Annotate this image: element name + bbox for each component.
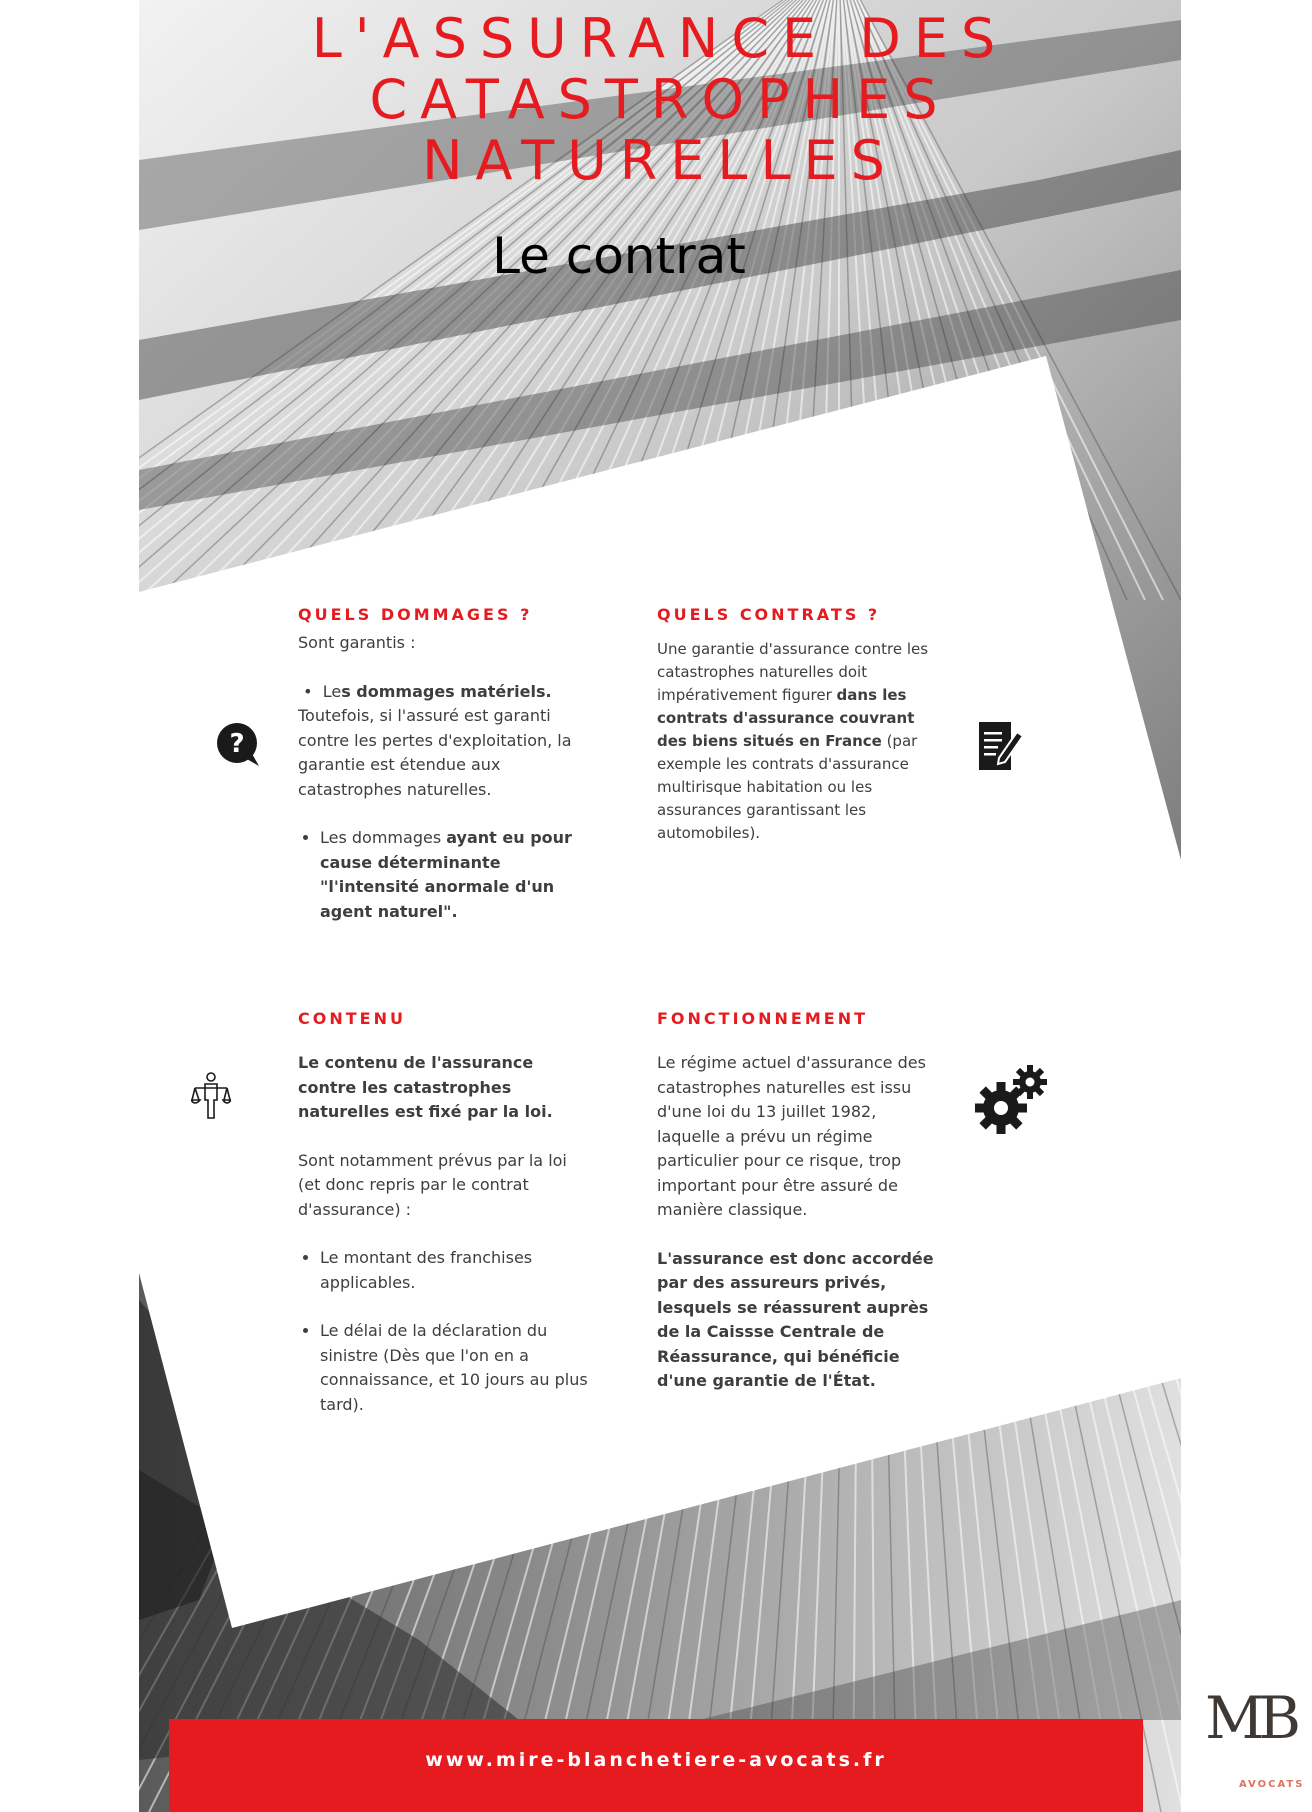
- contrats-text-3: (par exemple les contrats d'assurance multirisque habitation ou les assurances garantissant les automobiles).: [657, 732, 918, 842]
- logo-subtitle: AVOCATS: [1239, 1779, 1305, 1790]
- dommages-intro: Sont garantis :: [298, 633, 416, 652]
- title-line-3: NATURELLES: [422, 129, 898, 192]
- heading-contenu: CONTENU: [298, 1009, 406, 1028]
- heading-contrats: QUELS CONTRATS ?: [657, 605, 881, 624]
- subtitle: Le contrat: [492, 227, 746, 285]
- contenu-bullet-1: • Le montant des franchises applicables.: [320, 1246, 588, 1295]
- contenu-p1: Le contenu de l'assurance contre les catastrophes naturelles est fixé par la loi.: [298, 1053, 553, 1121]
- person-scales-icon: [191, 1072, 231, 1120]
- heading-dommages: QUELS DOMMAGES ?: [298, 605, 533, 624]
- contrats-body: [657, 638, 932, 845]
- contenu-p2: Sont notamment prévus par la loi (et donc repris par le contrat d'assurance) :: [298, 1150, 567, 1219]
- dommages-b1-bold: s dommages matériels.: [341, 681, 552, 701]
- dommages-bullet-2: [320, 826, 588, 924]
- gears-icon: [975, 1062, 1047, 1134]
- main-title: [139, 8, 1181, 191]
- question-bubble-icon: [215, 722, 261, 768]
- fonctionnement-body: [657, 1051, 942, 1394]
- contrats-text-bold: dans les contrats d'assurance couvrant des biens situés en France: [657, 686, 915, 750]
- fonctionnement-p1: Le régime actuel d'assurance des catastrophes naturelles est issu d'une loi du 13 juillet 1982, laquelle a prévu un régime particulier pour ce risque, trop important pour être assuré de manière classique.: [657, 1053, 926, 1219]
- footer-bar: [169, 1719, 1143, 1812]
- logo-mark: MB: [1205, 1684, 1296, 1752]
- dommages-b1-pre: Le: [322, 681, 342, 701]
- svg-text:?: ?: [229, 729, 245, 759]
- document-pen-icon: [977, 718, 1025, 774]
- bullet-dot: •: [298, 681, 323, 701]
- title-line-2: CATASTROPHES: [369, 68, 951, 131]
- fonctionnement-p2: L'assurance est donc accordée par des assureurs privés, lesquels se réassurent auprès de la Caissse Centrale de Réassurance, qui bénéficie d'une garantie de l'État.: [657, 1248, 934, 1390]
- contrats-text-1: Une garantie d'assurance contre les catastrophes naturelles doit impérativement figurer: [657, 640, 929, 704]
- dommages-b1-rest: Toutefois, si l'assuré est garanti contre les pertes d'exploitation, la garantie est étendue aux catastrophes naturelles.: [298, 706, 572, 799]
- contenu-body: [298, 1051, 588, 1417]
- poster: [139, 0, 1181, 1812]
- contenu-bullet-2: • Le délai de la déclaration du sinistre (Dès que l'on en a connaissance, et 10 jours au plus tard).: [320, 1319, 588, 1417]
- dommages-body: [298, 631, 588, 924]
- firm-logo: [1193, 1680, 1312, 1812]
- website-link[interactable]: www.mire-blanchetiere-avocats.fr: [425, 1749, 887, 1771]
- heading-fonctionnement: FONCTIONNEMENT: [657, 1009, 868, 1028]
- dommages-b2-pre: Les dommages: [320, 828, 447, 847]
- title-line-1: L'ASSURANCE DES: [311, 7, 1009, 70]
- dommages-b2-bold: ayant eu pour cause déterminante "l'intensité anormale d'un agent naturel".: [320, 828, 572, 921]
